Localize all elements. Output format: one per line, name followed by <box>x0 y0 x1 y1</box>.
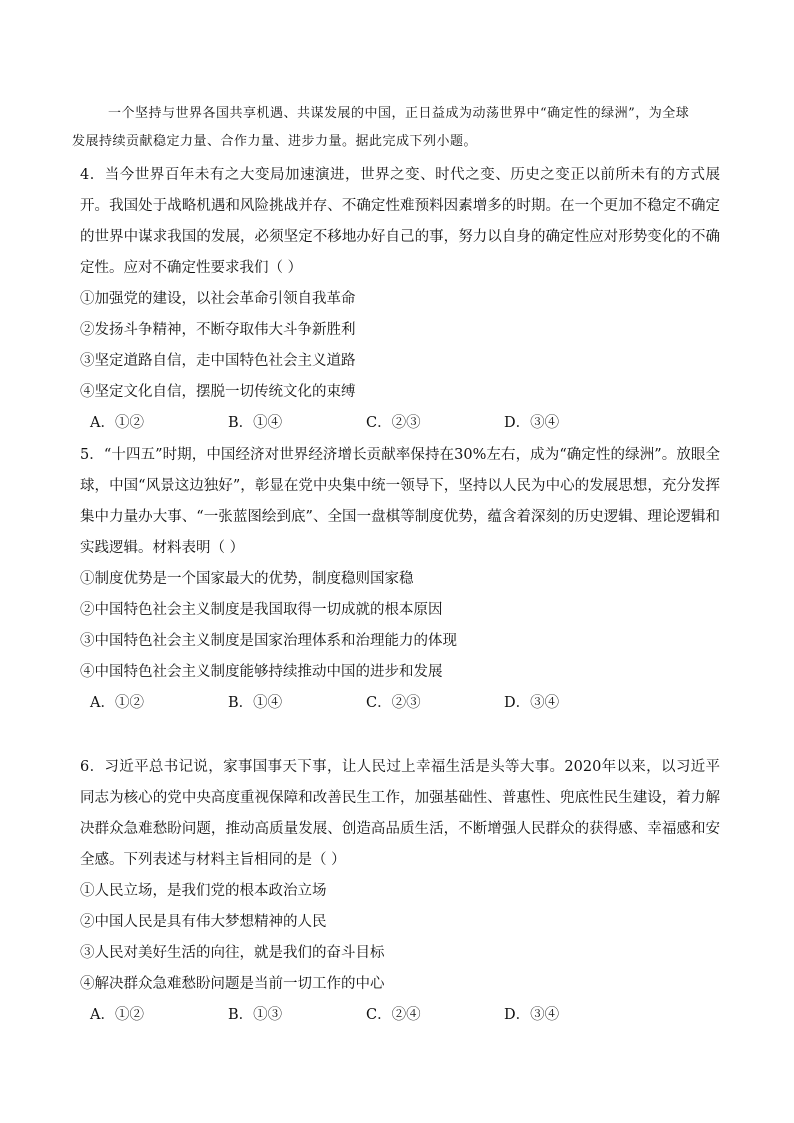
statement-4: ④中国特色社会主义制度能够持续推动中国的进步和发展 <box>80 664 443 680</box>
question-stem: 5．“十四五”时期，中国经济对世界经济增长贡献率保持在30%左右，成为“确定性的绿洲”。放眼全球，中国“风景这边独好”，彰显在党中央集中统一领导下，坚持以人民为中心的发展思想，充分发挥集中力量办大事、“一张蓝图绘到底”、全国一盘棋等制度优势，蕴含着深刻的历史逻辑、理论逻辑和实践逻辑。材料表明（ ） <box>80 447 720 556</box>
statement-4: ④解决群众急难愁盼问题是当前一切工作的中心 <box>80 976 385 992</box>
question-5 <box>80 440 720 719</box>
answer-choices <box>80 408 720 439</box>
choice-a[interactable]: A．①② <box>90 415 144 431</box>
statement-2: ②发扬斗争精神，不断夺取伟大斗争新胜利 <box>80 322 356 338</box>
question-4 <box>80 160 720 439</box>
statement-4: ④坚定文化自信，摆脱一切传统文化的束缚 <box>80 384 356 400</box>
question-6 <box>80 752 720 1031</box>
material-intro <box>72 100 730 156</box>
choice-b[interactable]: B．①③ <box>228 1007 283 1023</box>
statement-3: ③人民对美好生活的向往，就是我们的奋斗目标 <box>80 945 385 961</box>
choice-b[interactable]: B．①④ <box>228 695 283 711</box>
statement-1: ①制度优势是一个国家最大的优势，制度稳则国家稳 <box>80 571 414 587</box>
intro-line-2: 发展持续贡献稳定力量、合作力量、进步力量。据此完成下列小题。 <box>72 134 478 149</box>
choice-d[interactable]: D．③④ <box>504 415 560 431</box>
intro-line-1: 一个坚持与世界各国共享机遇、共谋发展的中国，正日益成为动荡世界中“确定性的绿洲”，为全球 <box>108 106 690 121</box>
statement-2: ②中国人民是具有伟大梦想精神的人民 <box>80 914 327 930</box>
statement-2: ②中国特色社会主义制度是我国取得一切成就的根本原因 <box>80 602 443 618</box>
choice-d[interactable]: D．③④ <box>504 695 560 711</box>
answer-choices <box>80 688 720 719</box>
choice-d[interactable]: D．③④ <box>504 1007 560 1023</box>
question-stem: 6．习近平总书记说，家事国事天下事，让人民过上幸福生活是头等大事。2020年以来，以习近平同志为核心的党中央高度重视保障和改善民生工作，加强基础性、普惠性、兜底性民生建设，着力解决群众急难愁盼问题，推动高质量发展、创造高品质生活，不断增强人民群众的获得感、幸福感和安全感。下列表述与材料主旨相同的是（ ） <box>80 759 720 868</box>
question-stem: 4．当今世界百年未有之大变局加速演进，世界之变、时代之变、历史之变正以前所未有的方式展开。我国处于战略机遇和风险挑战并存、不确定性难预料因素增多的时期。在一个更加不稳定不确定的世界中谋求我国的发展，必须坚定不移地办好自己的事，努力以自身的确定性应对形势变化的不确定性。应对不确定性要求我们（ ） <box>80 167 720 276</box>
choice-c[interactable]: C．②④ <box>366 1007 421 1023</box>
statement-3: ③坚定道路自信，走中国特色社会主义道路 <box>80 353 356 369</box>
statement-1: ①加强党的建设，以社会革命引领自我革命 <box>80 291 356 307</box>
choice-b[interactable]: B．①④ <box>228 415 283 431</box>
choice-c[interactable]: C．②③ <box>366 415 421 431</box>
answer-choices <box>80 1000 720 1031</box>
statement-3: ③中国特色社会主义制度是国家治理体系和治理能力的体现 <box>80 633 457 649</box>
choice-a[interactable]: A．①② <box>90 695 144 711</box>
choice-a[interactable]: A．①② <box>90 1007 144 1023</box>
choice-c[interactable]: C．②③ <box>366 695 421 711</box>
statement-1: ①人民立场，是我们党的根本政治立场 <box>80 883 327 899</box>
